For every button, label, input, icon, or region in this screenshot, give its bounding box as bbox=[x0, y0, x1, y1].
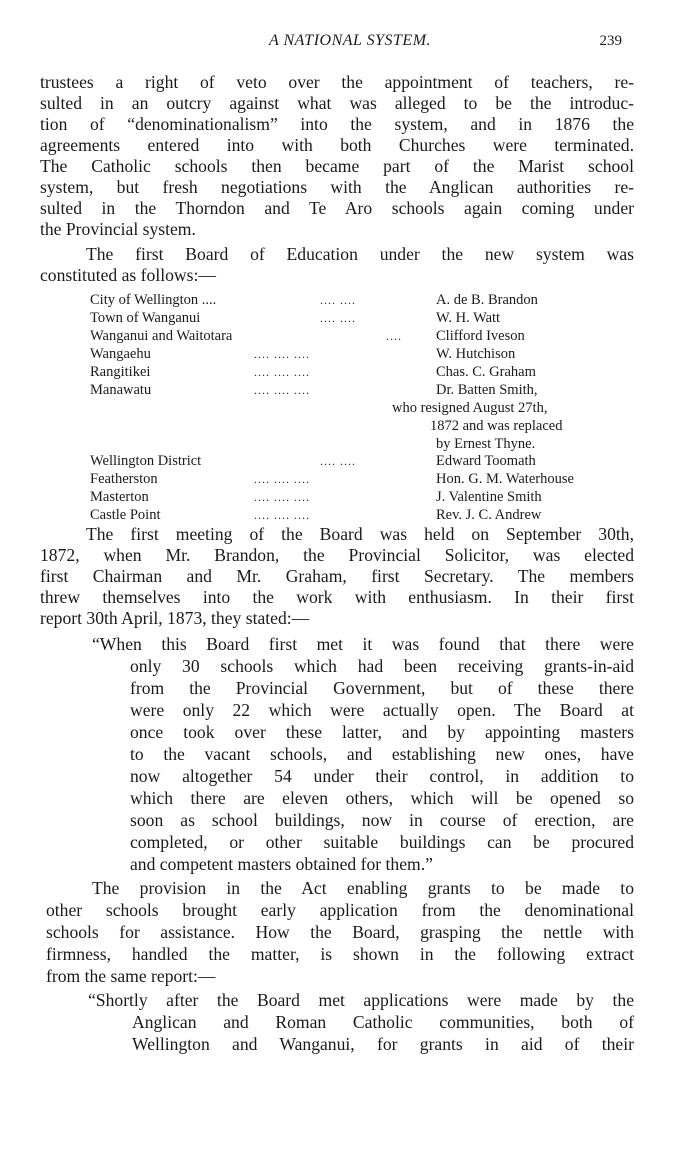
member-place: Castle Point bbox=[90, 507, 161, 523]
member-place: Manawatu bbox=[90, 382, 152, 398]
text-line: constituted as follows:— bbox=[40, 265, 216, 285]
member-place: Masterton bbox=[90, 489, 149, 505]
member-name: Dr. Batten Smith, bbox=[436, 382, 538, 398]
text-line: Wellington and Wanganui, for grants in aid of their bbox=[132, 1034, 634, 1054]
member-place: Wangaehu bbox=[90, 346, 151, 362]
member-name: W. H. Watt bbox=[436, 310, 501, 326]
member-name: Edward Toomath bbox=[436, 453, 536, 469]
text-line: “When this Board first met it was found that there were bbox=[92, 634, 634, 654]
text-line: The provision in the Act enabling grants to be made to bbox=[92, 878, 634, 898]
member-place: Wellington District bbox=[90, 453, 202, 469]
member-name: Chas. C. Graham bbox=[436, 364, 536, 380]
text-line: Anglican and Roman Catholic communities, both of bbox=[132, 1012, 634, 1032]
member-place: Featherston bbox=[90, 471, 158, 487]
text-line: only 30 schools which had been receiving grants-in-aid bbox=[130, 656, 634, 676]
text-line: the Provincial system. bbox=[40, 219, 196, 239]
text-line: were only 22 which were actually open. The Board at bbox=[130, 700, 634, 720]
text-line: to the vacant schools, and establishing new ones, have bbox=[130, 744, 634, 764]
text-line: tion of “denominationalism” into the system, and in 1876 the bbox=[40, 114, 634, 134]
member-dots: .... .... .... bbox=[254, 383, 310, 397]
member-note-line: who resigned August 27th, bbox=[392, 400, 548, 416]
text-line: and competent masters obtained for them.” bbox=[130, 854, 433, 874]
member-dots: .... .... bbox=[320, 311, 356, 325]
member-name: W. Hutchison bbox=[436, 346, 516, 362]
member-dots: .... .... .... bbox=[254, 365, 310, 379]
text-line: trustees a right of veto over the appointment of teachers, re- bbox=[40, 72, 634, 92]
member-name: J. Valentine Smith bbox=[436, 489, 542, 505]
text-line: sulted in an outcry against what was alleged to be the introduc- bbox=[40, 93, 634, 113]
member-note-line: 1872 and was replaced bbox=[430, 418, 563, 434]
member-dots: .... .... bbox=[320, 454, 356, 468]
text-line: from the same report:— bbox=[46, 966, 216, 986]
text-line: “Shortly after the Board met applications were made by the bbox=[88, 990, 634, 1010]
text-line: The Catholic schools then became part of the Marist school bbox=[40, 156, 634, 176]
member-name: Hon. G. M. Waterhouse bbox=[436, 471, 574, 487]
text-line: 1872, when Mr. Brandon, the Provincial Solicitor, was elected bbox=[40, 545, 634, 565]
member-place: Wanganui and Waitotara bbox=[90, 328, 233, 344]
text-line: first Chairman and Mr. Graham, first Secretary. The members bbox=[40, 566, 634, 586]
member-name: Rev. J. C. Andrew bbox=[436, 507, 542, 523]
member-name: Clifford Iveson bbox=[436, 328, 525, 344]
running-title: A NATIONAL SYSTEM. bbox=[268, 32, 432, 49]
text-line: system, but fresh negotiations with the Anglican authorities re- bbox=[40, 177, 634, 197]
member-place: City of Wellington .... bbox=[90, 292, 217, 308]
member-note-line: by Ernest Thyne. bbox=[436, 436, 536, 452]
text-line: soon as school buildings, now in course of erection, are bbox=[130, 810, 634, 830]
member-dots: .... .... bbox=[320, 293, 356, 307]
text-line: threw themselves into the work with enthusiasm. In their first bbox=[40, 587, 634, 607]
text-line: once took over these latter, and by appointing masters bbox=[130, 722, 634, 742]
text-line: from the Provincial Government, but of these there bbox=[130, 678, 634, 698]
running-head bbox=[40, 32, 660, 56]
member-place: Town of Wanganui bbox=[90, 310, 201, 326]
member-place: Rangitikei bbox=[90, 364, 151, 380]
text-line: The first Board of Education under the new system was bbox=[86, 244, 634, 264]
text-line: The first meeting of the Board was held on September 30th, bbox=[86, 524, 634, 544]
text-line: report 30th April, 1873, they stated:— bbox=[40, 608, 310, 628]
text-line: schools for assistance. How the Board, grasping the nettle with bbox=[46, 922, 634, 942]
text-line: which there are eleven others, which will be opened so bbox=[130, 788, 634, 808]
text-line: agreements entered into with both Churches were terminated. bbox=[40, 135, 634, 155]
member-dots: .... .... .... bbox=[254, 472, 310, 486]
member-dots: .... .... .... bbox=[254, 347, 310, 361]
member-dots: .... .... .... bbox=[254, 508, 310, 522]
member-dots: .... bbox=[386, 329, 402, 343]
text-line: completed, or other suitable buildings can be procured bbox=[130, 832, 634, 852]
text-line: sulted in the Thorndon and Te Aro schools again coming under bbox=[40, 198, 634, 218]
page-number: 239 bbox=[599, 33, 622, 49]
text-line: other schools brought early application from the denominational bbox=[46, 900, 634, 920]
text-line: now altogether 54 under their control, in addition to bbox=[130, 766, 634, 786]
member-dots: .... .... .... bbox=[254, 490, 310, 504]
member-name: A. de B. Brandon bbox=[436, 292, 538, 308]
text-line: firmness, handled the matter, is shown in the following extract bbox=[46, 944, 634, 964]
